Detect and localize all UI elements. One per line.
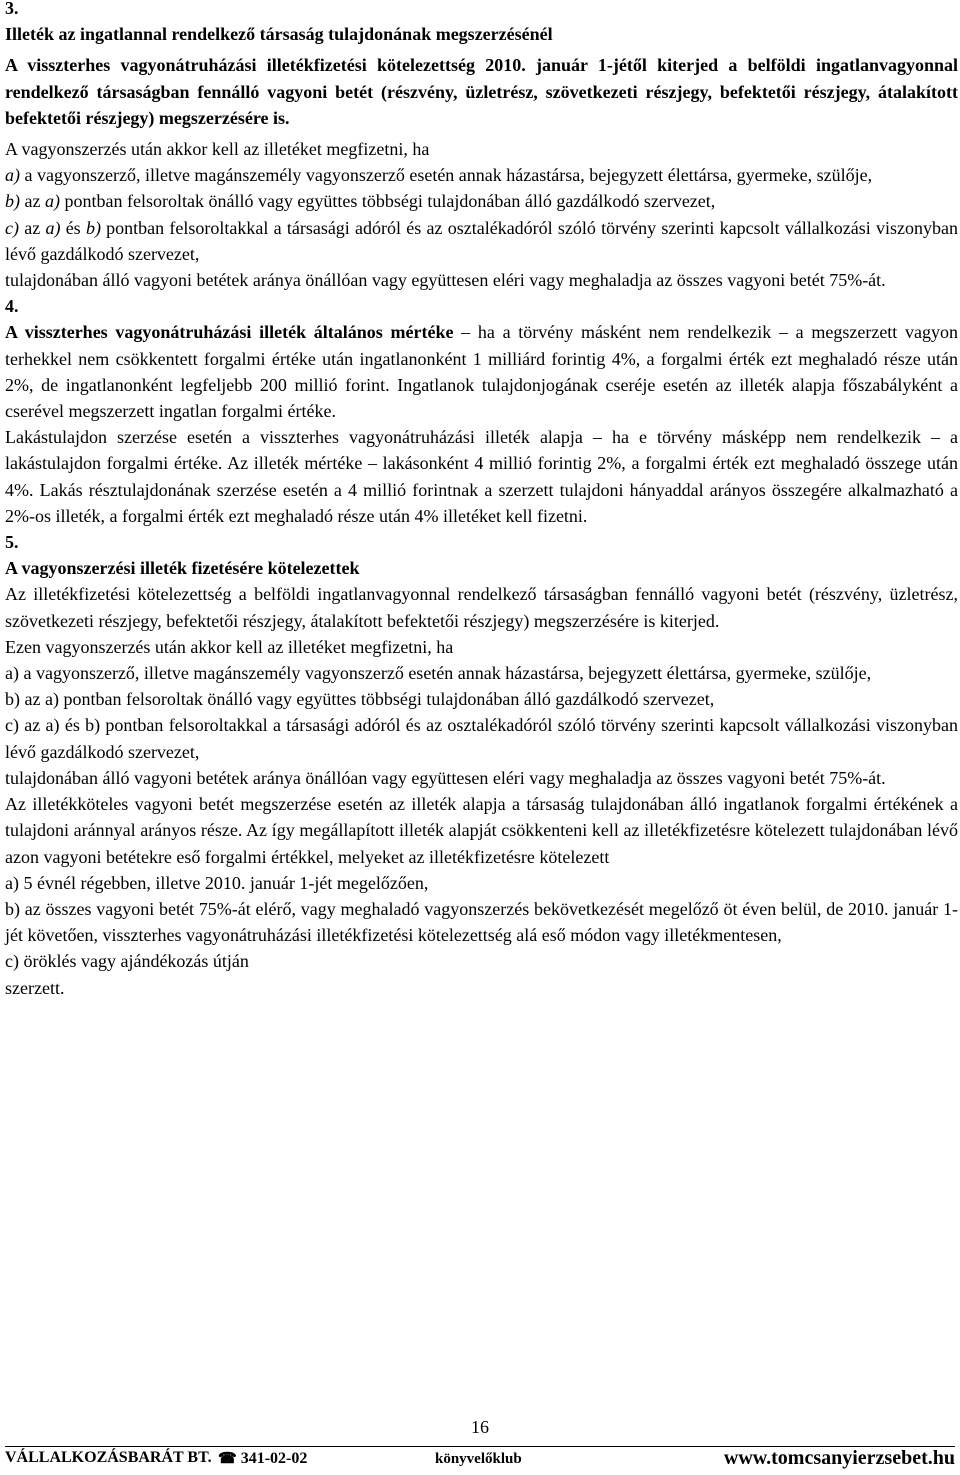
section-3-lead: A vagyonszerzés után akkor kell az illetéket megfizetni, ha — [5, 139, 430, 160]
item-label: b) — [5, 191, 20, 212]
document-body — [5, 0, 958, 1001]
section-5-para2: Az illetékköteles vagyoni betét megszerzése esetén az illeték alapja a társaság tulajdonában álló ingatlanok forgalmi értékének a tulajdoni aránnyal arányos része. Az így megállapított illeték alapját csökkenteni kell az illetékfizetésre kötelezett tulajdonában lévő azon vagyoni betétekre eső forgalmi értékkel, melyeket az illetékfizetésre kötelezett — [5, 794, 958, 867]
page-footer — [5, 1446, 955, 1473]
section-3-intro: A visszterhes vagyonátruházási illetékfizetési kötelezettség 2010. január 1-jétől kiterjed a belföldi ingatlanvagyonnal rendelkező társaságban fennálló vagyoni betét (részvény, üzletrész, szövetkezeti részjegy, befektetői részjegy, átalakított befektetői részjegy) megszerzésére is. — [5, 55, 958, 128]
section-5-cond-a: a) 5 évnél régebben, illetve 2010. január 1-jét megelőzően, — [5, 872, 429, 893]
section-4-number: 4. — [5, 296, 19, 317]
section-5-item-b: b) az a) pontban felsoroltak önálló vagy együttes többségi tulajdonában álló gazdálkodó szervezet, — [5, 689, 715, 710]
item-text: és — [60, 217, 86, 238]
item-text: pontban felsoroltakkal a társasági adóról és az osztalékadóról szóló törvény szerinti kapcsolt vállalkozási viszonyban lévő gazdálkodó szervezet, — [5, 217, 959, 264]
section-5-lead: Ezen vagyonszerzés után akkor kell az illetéket megfizetni, ha — [5, 636, 454, 657]
section-5-cond-c: c) öröklés vagy ajándékozás útján — [5, 951, 249, 972]
section-5-end: szerzett. — [5, 977, 65, 998]
section-3-item-a — [5, 162, 958, 188]
section-4-text: ha a törvény másként nem rendelkezik – a megszerzett vagyon terhekkel nem csökkentett forgalmi értéke után ingatlanonként 1 milliárd forintig 4%, a forgalmi érték ezt meghaladó része után 2%, de ingatlanonként legfeljebb 200 millió forint. Ingatlanok tulajdonjogának cseréje esetén az illeték alapja főszabályként a cserével megszerzett ingatlan forgalmi értéke. — [5, 322, 959, 422]
footer-website-link[interactable]: www.tomcsanyierzsebet.hu — [723, 1447, 955, 1469]
section-3-item-c — [5, 215, 958, 267]
section-5-closing: tulajdonában álló vagyoni betétek aránya önállóan vagy együttesen eléri vagy meghaladja az összes vagyoni betét 75%-át. — [5, 767, 886, 788]
section-5-number: 5. — [5, 532, 19, 553]
item-ref: a) — [44, 191, 60, 212]
section-4-para2: Lakástulajdon szerzése esetén a visszterhes vagyonátruházási illeték alapja – ha e törvény másképp nem rendelkezik – a lakástulajdon forgalmi értéke. Az illeték mértéke – lakásonként 4 millió forintig 2%, a forgalmi érték ezt meghaladó összege után 4%. Lakás résztulajdonának szerzése esetén a 4 millió forintnak a szerzett tulajdoni hányaddal arányos összegére alkalmazható a 2%-os illeték, a forgalmi érték ezt meghaladó része után 4% illetéket kell fizetni. — [5, 427, 958, 526]
item-label: c) — [5, 217, 19, 238]
section-5-item-a: a) a vagyonszerző, illetve magánszemély vagyonszerző esetén annak házastársa, bejegyzett élettársa, gyermeke, szülője, — [5, 663, 872, 684]
item-ref: a) — [45, 217, 61, 238]
section-5-para1: Az illetékfizetési kötelezettség a belföldi ingatlanvagyonnal rendelkező társaságban fennálló vagyoni betét (részvény, üzletrész, szövetkezeti részjegy, befektetői részjegy, átalakított befektetői részjegy) megszerzésére is kiterjed. — [5, 584, 958, 631]
section-5-cond-b: b) az összes vagyoni betét 75%-át elérő, vagy meghaladó vagyonszerzés bekövetkezését megelőző öt éven belül, de 2010. január 1-jét követően, visszterhes vagyonátruházási illetékfizetési kötelezettség alá eső módon vagy illetékmentesen, — [5, 898, 958, 946]
section-4-dash: – — [453, 322, 471, 343]
section-4-title: A visszterhes vagyonátruházási illeték általános mértéke — [5, 322, 454, 343]
section-5-title: A vagyonszerzési illeték fizetésére kötelezettek — [5, 558, 360, 579]
section-3-closing: tulajdonában álló vagyoni betétek aránya önállóan vagy együttesen eléri vagy meghaladja az összes vagyoni betét 75%-át. — [5, 270, 886, 291]
section-3-item-b — [5, 188, 958, 214]
section-3-number: 3. — [5, 0, 19, 18]
item-text: az — [20, 191, 45, 212]
footer-phone — [218, 1449, 307, 1468]
item-ref: b) — [85, 217, 101, 238]
footer-phone-number: 341-02-02 — [240, 1450, 308, 1467]
footer-company: VÁLLALKOZÁSBARÁT BT. — [5, 1449, 212, 1466]
section-5-item-c: c) az a) és b) pontban felsoroltakkal a társasági adóról és az osztalékadóról szóló törvény szerinti kapcsolt vállalkozási viszonyban lévő gazdálkodó szervezet, — [5, 715, 958, 762]
item-text: az — [18, 217, 46, 238]
page-number: 16 — [471, 1417, 489, 1437]
section-3-title: Illeték az ingatlannal rendelkező társaság tulajdonának megszerzésénél — [5, 24, 553, 45]
item-label: a) — [5, 165, 20, 186]
footer-club: könyvelőklub — [435, 1451, 522, 1467]
telephone-icon: ☎ — [218, 1451, 237, 1467]
item-text: pontban felsoroltak önálló vagy együttes többségi tulajdonában álló gazdálkodó szervezet, — [59, 191, 716, 212]
item-text: a vagyonszerző, illetve magánszemély vagyonszerző esetén annak házastársa, bejegyzett élettársa, gyermeke, szülője, — [20, 165, 873, 186]
section-4-para1 — [5, 319, 958, 424]
